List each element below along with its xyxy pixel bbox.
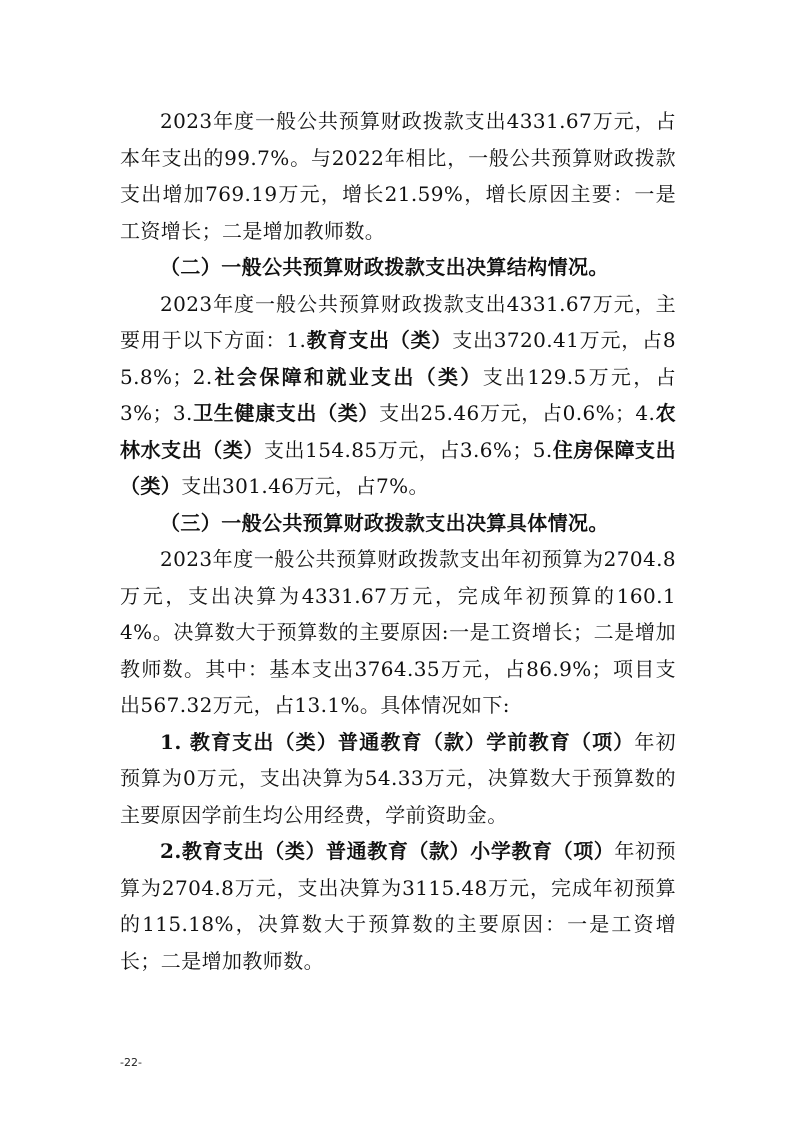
category-education-text: 支出3720.41万元，占85.8%；2. (120, 328, 676, 389)
page-number: -22- (120, 1056, 142, 1069)
category-social-security-text: 支出129.5万元，占3%；3. (120, 364, 676, 425)
item-preschool-text: 年初预算为0万元，支出决算为54.33万元，决算数大于预算数的主要原因学前生均公用经费，学前资助金。 (120, 729, 676, 827)
paragraph-expenditure-details: 2023年度一般公共预算财政拨款支出年初预算为2704.8万元，支出决算为4331.67万元，完成年初预算的160.14%。决算数大于预算数的主要原因:一是工资增长；二是增加教师数。其中：基本支出3764.35万元，占86.9%；项目支出567.32万元，占13.1%。具体情况如下: (120, 547, 676, 717)
item-primary-title: 2.教育支出（类）普通教育（款）小学教育（项） (160, 839, 615, 863)
category-housing-text: 支出301.46万元，占7%。 (181, 474, 429, 498)
category-education: 教育支出（类） (306, 328, 453, 352)
item-primary-text: 年初预算为2704.8万元，支出决算为3115.48万元，完成年初预算的115.18%，决算数大于预算数的主要原因：一是工资增长；二是增加教师数。 (120, 839, 676, 973)
paragraph-expenditure-structure (120, 286, 676, 505)
item-preschool-title: 教育支出（类）普通教育（款）学前教育（项） (189, 729, 635, 754)
item-preschool-education (120, 724, 676, 834)
category-agriculture-text: 支出154.85万元，占3.6%；5. (263, 437, 553, 462)
category-housing: 住房保障支出（类） (120, 437, 676, 498)
category-health: 卫生健康支出（类） (192, 401, 380, 425)
structure-intro: 2023年度一般公共预算财政拨款支出4331.67万元，主要用于以下方面：1. (120, 291, 676, 352)
category-agriculture: 农林水支出（类） (120, 401, 676, 462)
category-social-security: 社会保障和就业支出（类） (212, 364, 483, 389)
paragraph-expenditure-summary: 2023年度一般公共预算财政拨款支出4331.67万元，占本年支出的99.7%。与2022年相比，一般公共预算财政拨款支出增加769.19万元，增长21.59%，增长原因主要：一是工资增长；二是增加教师数。 (120, 109, 676, 243)
item-preschool-number: 1. (160, 729, 190, 754)
section-heading-details: （三）一般公共预算财政拨款支出决算具体情况。 (160, 510, 609, 535)
section-heading-structure: （二）一般公共预算财政拨款支出决算结构情况。 (160, 255, 609, 279)
category-health-text: 支出25.46万元，占0.6%；4. (379, 401, 656, 425)
document-body (120, 103, 676, 979)
item-primary-education (120, 833, 676, 979)
